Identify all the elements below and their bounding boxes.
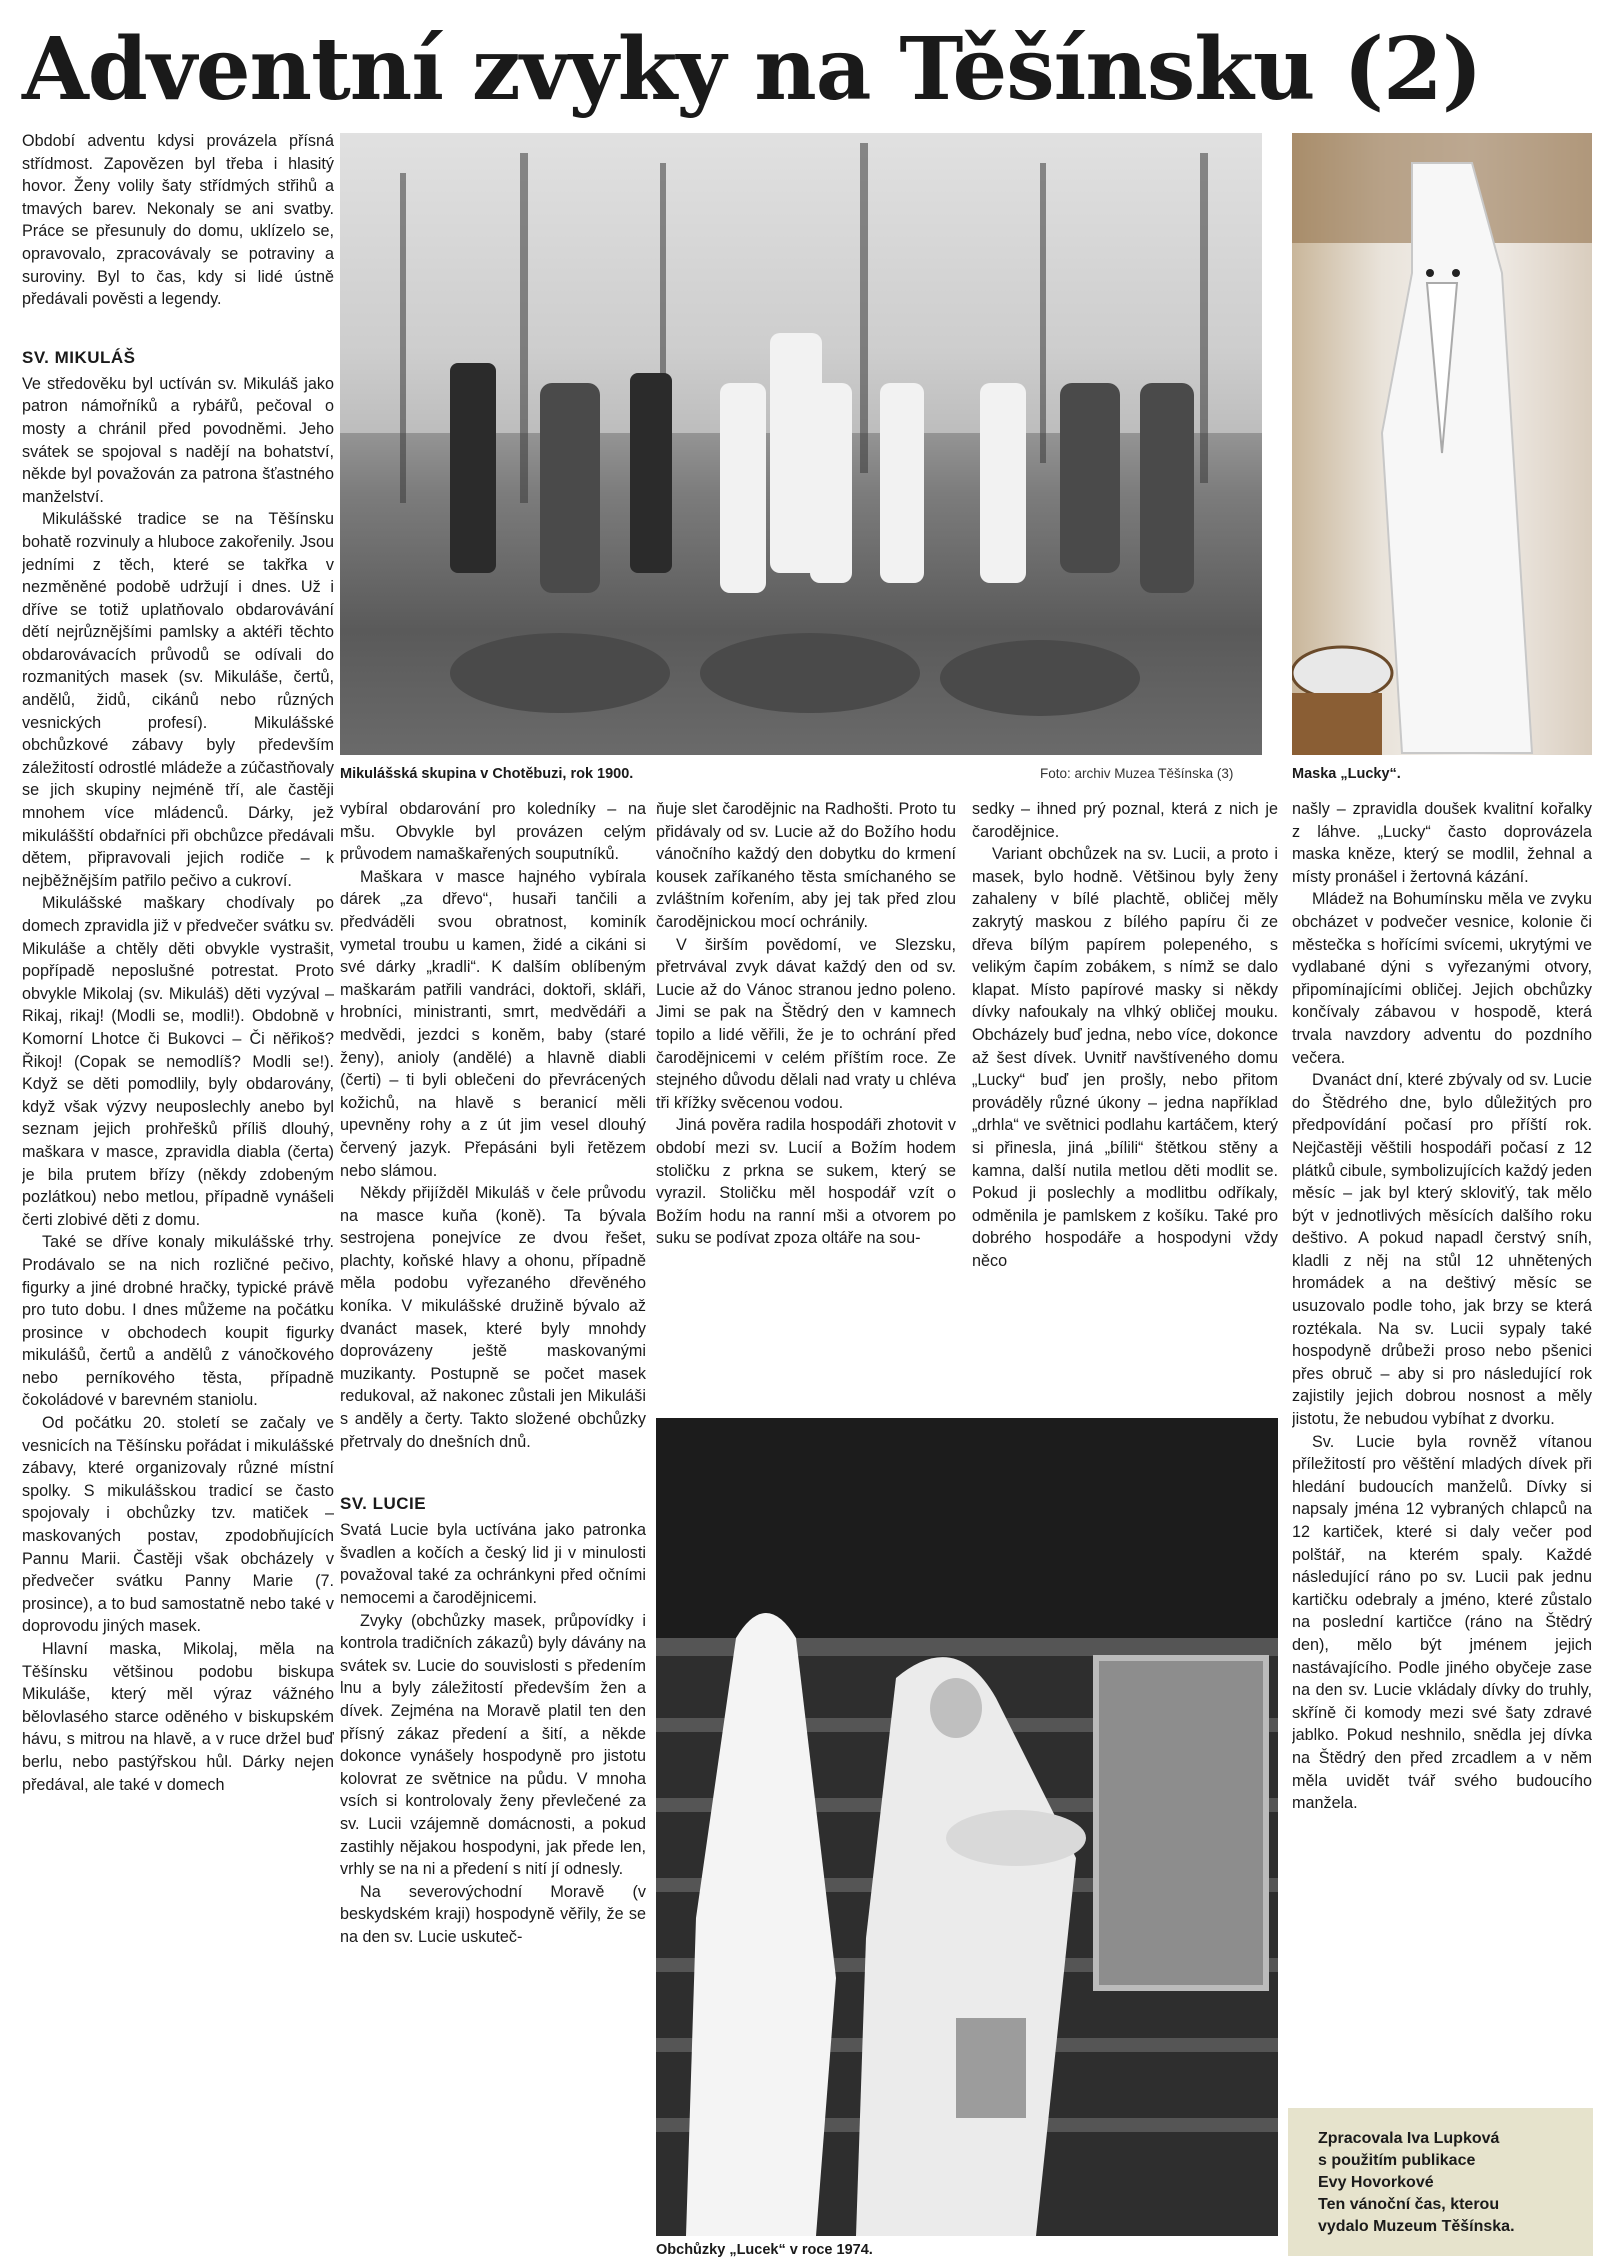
- author-credit-box: [1288, 2108, 1593, 2256]
- article-paragraph: Od počátku 20. století se začaly ve vesnicích na Těšínsku pořádat i mikulášské zábavy, které organizovaly různé místní spolky. S mikulášskou tradicí se často spojovaly i obchůzky tzv. matiček – maskovaných postav, zpodobňujících Pannu Marii. Častěji však obcházely v předvečer svátku Panny Marie (7. prosince), a to bud samostatně nebo také v doprovodu jiných masek.: [22, 1414, 334, 1636]
- article-paragraph: Také se dříve konaly mikulášské trhy. Prodávalo se na nich rozličné pečivo, figurky a jiné drobné hračky, typické právě pro tuto dobu. I dnes můžeme na počátku prosince v obchodech koupit figurky mikulášů, čertů a andělů z vánočkového nebo perníkového těsta, případně čokoládové v barevném staniolu.: [22, 1233, 334, 1410]
- photo-1-credit: Foto: archiv Muzea Těšínska (3): [1040, 766, 1234, 781]
- photo-mikulas-group-image: [340, 133, 1262, 755]
- column-5: [1292, 798, 1592, 2088]
- article-paragraph: V širším povědomí, ve Slezsku, přetrvával zvyk dávat každý den od sv. Lucie až do Vánoc stranou jedno poleno. Jimi se pak na Štědrý den v kamnech topilo a lidé věřili, že je to ochrání před čarodějnicemi v celém příštím roce. Ze stejného důvodu dělali nad vraty u chléva tři křížky svěcenou vodou.: [656, 935, 956, 1112]
- column-3: [656, 798, 956, 1408]
- article-paragraph: Svatá Lucie byla uctívána jako patronka švadlen a kočích a český lid ji v minulosti považoval také za ochránkyni před očními nemocemi a čarodějnicemi.: [340, 1521, 646, 1607]
- article-paragraph: Mládež na Bohumínsku měla ve zvyku obcházet v podvečer vesnice, kolonie či městečka s hořícími svícemi, ukrytými ve vydlabané dýni s vyřezanými otvory, připomínajícími obličej. Jejich obchůzky končívaly zábavou v hospodě, která trvala navzdory adventu do pozdního večera.: [1292, 890, 1592, 1067]
- article-paragraph: Zvyky (obchůzky masek, průpovídky i kontrola tradičních zákazů) byly dávány na svátek sv. Lucie do souvislosti s předením lnu a byly záležitostí především žen a dívek. Zejména na Moravě platil ten den přísný zákaz předení a šití, a někde dokonce vynášely hospodyně pro jistotu kolovrat ze světnice na půdu. V mnoha vsích si kontrolovaly ženy převlečené za sv. Lucii vzájemně domácnosti, a pokud zastihly nějakou hospodyni, jak přede len, vrhly se na ni a předení s nití jí odnesly.: [340, 1611, 646, 1879]
- photo-lucka-mask-image: [1292, 133, 1592, 755]
- article-paragraph: Ve středověku byl uctíván sv. Mikuláš jako patron námořníků a rybářů, pečoval o mosty a chránil před povodněmi. Jeho svátek se spojoval s nadějí na bohatství, někde byl považován za patrona šťastného manželství.: [22, 374, 334, 506]
- column-4: [972, 798, 1278, 1408]
- photo-lucka-mask: [1292, 133, 1592, 755]
- photo-2-caption: Maska „Lucky“.: [1292, 766, 1401, 782]
- article-paragraph: Mikulášské maškary chodívaly po domech zpravidla již v předvečer svátku sv. Mikuláše a chtěly děti obvykle vystrašit, popřípadě neposlušné potrestat. Proto obvykle Mikolaj (sv. Mikuláš) děti vyzýval – Rikaj, rikaj! (Modli se, modli!). Obdobně v Komorní Lhotce či Bukovci – Či něřikoš? Řikoj! (Copak se nemodlíš? Modli se!). Když se děti pomodlily, byly obdarovány, když však výzvy neuposlechly anebo byl seznam jejich prohřešků příliš dlouhý, maškara v masce, zpravidla diabla (čerta) je bila prutem břízy (někdy zdobeným pozlátkou) nebo metlou, případně vynášeli čerti zlobivé děti z domu.: [22, 894, 334, 1229]
- article-paragraph: Mikulášské tradice se na Těšínsku bohatě rozvinuly a hluboce zakořenily. Jsou jedními z těch, které se takřka v nezměněné podobě udržují i dnes. Už i dříve se totiž uplatňovalo obdarovávání dětí nejrůznějšími pamlsky a aktéři těchto obdarovávacích průvodů se odívali do rozmanitých masek (sv. Mikuláše, čertů, andělů, židů, cikánů nebo různých vesnických profesí). Mikulášské obchůzkové zábavy byly především záležitostí odrostlé mládeže a zúčastňovaly se jich skupiny nejméně tří, ale častěji mnohem více mládenců. Dárky, jež mikulášští obdařníci při obchůzce předávali dětem, připravovali jejich rodiče – k nejběžnějším patřilo pečivo a cukroví.: [22, 510, 334, 890]
- photo-3-caption: Obchůzky „Lucek“ v roce 1974.: [656, 2242, 873, 2258]
- author-credit-text: Zpracovala Iva Lupková s použitím publikace Evy Hovorkové Ten vánoční čas, kterou vydalo Muzeum Těšínska.: [1318, 2130, 1515, 2235]
- article-paragraph: Sv. Lucie byla rovněž vítanou příležitostí pro věštění mladých dívek při hledání budoucích manželů. Dívky si napsaly jména 12 vybraných chlapců na 12 kartiček, které si daly večer pod polštář, na kterém spaly. Každé následující ráno po sv. Lucii pak jednu kartičku odebraly a jméno, které zůstalo na poslední kartičce (ráno na Štědrý den), mělo být jménem jejich nastávajícího. Podle jiného obyčeje zase na den sv. Lucie vkládaly dívky do truhly, skříně či komody mezi své šaty zdravé jablko. Pokud neshnilo, snědla jej dívka na Štědrý den před zrcadlem a v něm měla uvidět tvář svého budoucího manžela.: [1292, 1432, 1592, 1813]
- article-paragraph: Na severovýchodní Moravě (v beskydském kraji) hospodyně věřily, že se na den sv. Lucie uskuteč-: [340, 1882, 646, 1946]
- article-paragraph: Hlavní maska, Mikolaj, měla na Těšínsku většinou podobu biskupa Mikuláše, který měl výraz vážného bělovlasého starce oděného v biskupském hávu, s mitrou na hlavě, a v ruce držel buď berlu, nebo pastýřskou hůl. Dárky nejen předával, ale také v domech: [22, 1640, 334, 1794]
- section-heading-lucie: SV. LUCIE: [340, 1494, 427, 1514]
- photo-mikulas-group: [340, 133, 1262, 755]
- article-paragraph: sedky – ihned prý poznal, která z nich je čarodějnice.: [972, 800, 1278, 841]
- photo-1-caption: Mikulášská skupina v Chotěbuzi, rok 1900.: [340, 766, 634, 782]
- article-paragraph: Maškara v masce hajného vybírala dárek „za dřevo“, husaři tančili a předváděli svou obratnost, kominík vymetal troubu u kamen, židé a cikáni si své dárky „kradli“. K dalším oblíbeným maškarám patřili vandráci, doktoři, skláři, hrobníci, ministranti, smrt, medvědáři a medvědi, jezdci s koněm, baby (staré ženy), anioly (andělé) a hlavně diabli (čerti) – ti byli oblečeni do převrácených kožichů, na hlavě s beranicí měli upevněny rohy a z út jim vesel dlouhý červený jazyk. Přepásáni byli řetězem nebo slámou.: [340, 867, 646, 1180]
- column-1: [22, 130, 334, 2260]
- article-paragraph: vybíral obdarování pro koledníky – na mšu. Obvykle byl provázen celým průvodem namaškařených souputníků.: [340, 800, 646, 864]
- intro-paragraph: Období adventu kdysi provázela přísná střídmost. Zapovězen byl třeba i hlasitý hovor. Ženy volily šaty střídmých střihů a tmavých barev. Nekonaly se ani svatby. Práce se přesunuly do domu, uklízelo se, opravovalo, zpracovávaly se potraviny a suroviny. Byl to čas, kdy si lidé ústně předávali pověsti a legendy.: [22, 132, 334, 309]
- article-paragraph: ňuje slet čarodějnic na Radhošti. Proto tu přidávaly od sv. Lucie až do Božího hodu vánočního každý den dobytku do krmení kousek zaříkaného těsta smíchaného se zvláštním kořením, aby jej tak před zlou čarodějnickou mocí ochránily.: [656, 800, 956, 931]
- article-paragraph: Variant obchůzek na sv. Lucii, a proto i masek, bylo hodně. Většinou byly ženy zahaleny v bílé plachtě, obličej měly zakrytý maskou z bílého papíru či ze dřeva bílým papírem polepeného, s velikým čapím zobákem, s nímž se dalo klapat. Místo papírové masky si někdy dívky nafoukaly na vlhký obličej mouku. Obcházely buď jedna, nebo více, dokonce až šest dívek. Uvnitř navštíveného domu „Lucky“ buď jen prošly, nebo přitom prováděly různé úkony – jedna například „drhla“ ve světnici podlahu kartáčem, který si přinesla, jiná „bílili“ štětkou stěny a kamna, další nutila metlou děti modlit se. Pokud ji poslechly a modlitbu odříkaly, odměnila je pamlskem z košíku. Také pro dobrého hospodáře a hospodyni vždy něco: [972, 845, 1278, 1270]
- article-paragraph: Dvanáct dní, které zbývaly od sv. Lucie do Štědrého dne, bylo důležitých pro předpovídání počasí pro příští rok. Nejčastěji věštili hospodáři počasí z 12 plátků cibule, symbolizujících každý jeden měsíc – jak byl který skloviťý, tak mělo být v jednotlivých měsících dalšího roku deštivo. A pokud napadl čerstvý sníh, kladli z něj na stůl 12 uhnětených hromádek a na deštivý měsíc se usuzovalo podle toho, jak brzy se která roztékala. Na sv. Lucii sypaly také hospodyně drůbeži proso nebo pšenici přes obruč – aby si pro následující rok zajistily jejich dobrou nosnost a měly jistotu, že nebudou vybíhat z dvorku.: [1292, 1071, 1592, 1429]
- article-paragraph: našly – zpravidla doušek kvalitní kořalky z láhve. „Lucky“ často doprovázela maska kněze, který se modlil, žehnal a místy pronášel i žertovná kázání.: [1292, 800, 1592, 886]
- photo-lucky-visit: [656, 1418, 1278, 2236]
- page-headline: Adventní zvyky na Těšínsku (2): [22, 19, 1482, 120]
- article-paragraph: Někdy přijížděl Mikuláš v čele průvodu na masce kuňa (koně). Ta bývala sestrojena ponejvíce ze dvou řešet, plachty, koňské hlavy a ohonu, případně měla podobu vyřezaného dřevěného koníka. V mikulášské družině bývalo až dvanáct masek, které byly mnohdy doprovázeny ještě maskovanými muzikanty. Postupně se počet masek redukoval, až nakonec zůstali jen Mikuláši s anděly a čerty. Takto složené obchůzky přetrvaly do dnešních dnů.: [340, 1184, 646, 1451]
- article-paragraph: Jiná pověra radila hospodáři zhotovit v období mezi sv. Lucií a Božím hodem stoličku z prkna se sukem, který se vyrazil. Stoličku měl hospodář vzít o Božím hodu na ranní mši a otvorem po suku se podívat zpoza oltáře na sou-: [656, 1116, 956, 1248]
- photo-lucky-visit-image: [656, 1418, 1278, 2236]
- column-2: [340, 798, 646, 2260]
- section-heading-mikulas: SV. MIKULÁŠ: [22, 347, 136, 367]
